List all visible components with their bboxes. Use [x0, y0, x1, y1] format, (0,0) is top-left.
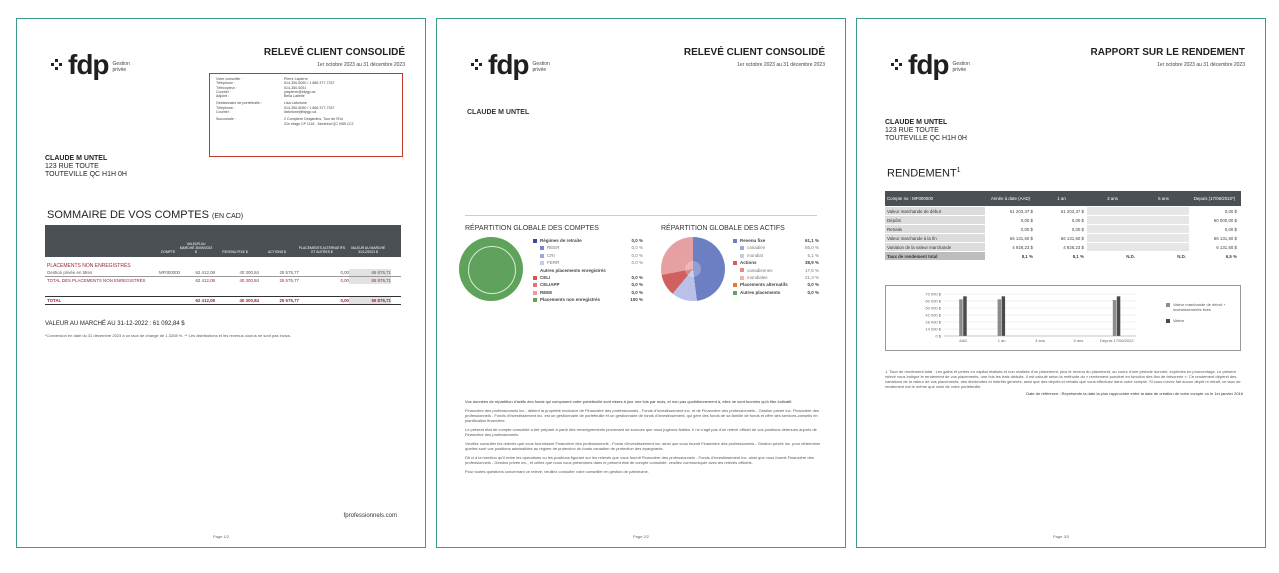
note-paragraph: Dit ci à la mention qu'il entre les opérations ou les positions figurant sur les relevés que vous fournit Financière des professionnels - Fonds d'investissement inc. ainsi que vous fournit Financière des professionnels - Gestion privée inc., et celles que nous vous présentons dans le présent état de compte consolidé, veuillez communiquer avec les relevés officiels.	[465, 455, 814, 465]
bar	[1117, 296, 1121, 336]
advisor-row: Adjoint : Bella Labelle	[216, 94, 305, 99]
subtotal-row: TOTAL DES PLACEMENTS NON ENREGISTRÉS 62 412,08 40 300,84 25 575,77 0,00 65 876,71	[45, 276, 401, 284]
table-row: Dépôts 0,00 $ 0,00 $ 60 000,00 $	[885, 216, 1241, 225]
period: 1er octobre 2023 au 31 décembre 2023	[1157, 62, 1245, 68]
x-tick-label: AAD	[959, 338, 968, 343]
performance-chart	[885, 285, 1241, 351]
accounts-summary-table	[45, 225, 401, 305]
performance-table	[885, 191, 1241, 261]
statement-page-2	[436, 18, 846, 548]
page-title: RELEVÉ CLIENT CONSOLIDÉ	[683, 47, 825, 58]
accounts-legend	[533, 237, 643, 304]
legend-item: mondiales 21,3 %	[733, 274, 819, 281]
note-paragraph: Le présent état de compte consolidé a été préparé à partir des renseignements provenant de sources que nous jugeons fiables. Il ne s'agit pas d'un relevé officiel de vos positions détenues auprès de Financière des professionnels.	[465, 427, 817, 437]
fdp-logo: fdp Gestion privée	[891, 51, 975, 79]
table-row: Taux de rendement total 8,1 % 8,1 % N.D. N.D. 6,5 %	[885, 252, 1241, 261]
x-tick-label: 3 ans	[1035, 338, 1045, 343]
bar	[1113, 300, 1117, 336]
legend-swatch	[540, 261, 544, 265]
performance-title: RENDEMENT$^1$	[887, 167, 961, 180]
legend-swatch	[533, 276, 537, 280]
legend-swatch	[733, 261, 737, 265]
page-header	[1091, 47, 1245, 68]
y-tick-label: 42 000 $	[925, 312, 941, 318]
legend-swatch	[740, 246, 744, 250]
legend-swatch	[740, 254, 744, 258]
y-tick-label: 0 $	[935, 333, 941, 339]
advisor-row: Courriel : plapierre@fdpgp.ca	[216, 89, 316, 94]
page-number: Page 3/3	[1052, 534, 1069, 539]
advisor-row: Télécopieur : 514-350-5051	[216, 85, 307, 90]
assets-donut-chart	[661, 237, 725, 301]
table-header: Compte no : MF000000 Année à date (AAD) 1 an 3 ans 5 ans Depuis (17/06/2022*)	[885, 191, 1241, 207]
bar	[959, 299, 963, 336]
legend-item: mondial 5,1 %	[733, 252, 819, 259]
statement-page-1	[16, 18, 426, 548]
page-title: RAPPORT SUR LE RENDEMENT	[1090, 47, 1245, 58]
fdp-logo: fdp Gestion privée	[51, 51, 135, 79]
logo-dots-icon	[891, 59, 905, 71]
period: 1er octobre 2023 au 31 décembre 2023	[737, 62, 825, 68]
legend-swatch	[740, 268, 744, 272]
advisor-row: Gestionnaire de portefeuille : Lisa Lafortune	[216, 101, 307, 106]
legend-item: CRI 0,0 %	[533, 252, 643, 259]
legend-swatch	[533, 283, 537, 287]
legend-item: Autres placements 0,0 %	[733, 289, 819, 296]
client-address: CLAUDE M UNTEL 123 RUE TOUTE TOUTEVILLE QC H1H 0H	[45, 155, 127, 178]
page-header	[684, 47, 825, 68]
bar	[1002, 296, 1006, 336]
table-row: Variation de la valeur marchande 4 928,23 $ 4 928,23 $ 6 131,60 $	[885, 243, 1241, 252]
assets-allocation-title: RÉPARTITION GLOBALE DES ACTIFS	[661, 225, 785, 232]
advisor-box	[209, 73, 403, 157]
legend-swatch	[733, 283, 737, 287]
table-row: Valeur marchande à la fin 66 131,60 $ 66 131,60 $ 66 131,60 $	[885, 234, 1241, 243]
advisor-row: Votre conseiller : Pierre Lapierre	[216, 77, 308, 81]
logo-dots-icon	[471, 59, 485, 71]
legend-item: REEE 0,0 %	[533, 289, 643, 296]
legend-swatch	[533, 291, 537, 295]
total-row: TOTAL 62 412,08 40 300,84 25 575,77 0,00 65 876,71	[45, 296, 401, 305]
section-title: PLACEMENTS NON ENREGISTRÉS	[47, 263, 131, 269]
table-row: Valeur marchande de début 61 203,37 $ 61 203,37 $ 0,00 $	[885, 207, 1241, 216]
y-tick-label: 70 000 $	[925, 291, 941, 297]
legend-item: REER 0,0 %	[533, 244, 643, 251]
reference-date: Date de référence : Représente la date la plus rapprochée entre la date de création de votre compte ou le 1er janvier 2016	[1026, 391, 1243, 396]
page-number: Page 1/2	[212, 534, 229, 539]
legend-swatch	[1166, 319, 1170, 323]
disclaimer-notes: Vos données de répartition d'actifs des fonds qui composent votre portefeuille sont mises à jour une fois par mois, et non pas quotidiennement à, elles ne sont fournies qu'à titre indicatif. Financière des professionnels inc., détient la propriété exclusive de Financière des professionnels - Fonds d'investissement inc. et de Financière des professionnels - Gestion privée inc. Financière des professionnels - Fonds d'investissement inc. est un gestionnaire de portefeuille et un gestionnaire de fonds d'investissement, qui gère des fonds de sa famille de fonds et offre des services-conseils en planification financière. Le présent état de compte consolidé a été préparé à partir des renseignements provenant de sources que nous jugeons fiables. Il ne s'agit pas d'un relevé officiel de vos positions détenues auprès de Financière des professionnels. Veuillez consulter les relevés que vous fournissent Financière des professionnels - Fonds d'investissement inc. ainsi que vous fournit Financière des professionnels - Gestion privée inc. pour déterminer quelles sont vos positions admissibles au régime de protection du fonds canadien de protection des épargnants. Dit ci à la mention qu'il entre les opérations ou les positions figurant sur les relevés que vous fournit Financière des professionnels - Fonds d'investissement inc. ainsi que vous fournit Financière des professionnels - Gestion privée inc., et celles que nous vous présentons dans le présent état de compte consolidé, veuillez communiquer avec les relevés officiels. Pour toutes questions concernant ce relevé, veuillez consulter votre conseiller en gestion de patrimoine.	[465, 399, 821, 474]
y-tick-label: 14 000 $	[925, 326, 941, 332]
table-row: Gestion privée en titres MF000000 62 412,08 40 300,84 25 575,77 0,00 65 876,71	[47, 270, 391, 275]
note-paragraph: Financière des professionnels inc., détient la propriété exclusive de Financière des professionnels - Fonds d'investissement inc. et de Financière des professionnels - Gestion privée inc. Financière des professionnels - Fonds d'investissement inc. est un gestionnaire de portefeuille et un gestionnaire de fonds d'investissement, qui gère des fonds de sa famille de fonds et offre des services-conseils en planification financière.	[465, 408, 820, 423]
advisor-row: Téléphone : 514-350-5050 / 1 866 377-7337	[216, 81, 335, 86]
legend-item: Actions 38,9 %	[733, 259, 819, 266]
advisor-row: Téléphone : 514-350-5050 / 1 866 377-7337	[216, 105, 335, 110]
legend-swatch	[733, 291, 737, 295]
legend-swatch	[733, 239, 737, 243]
legend-swatch	[1166, 303, 1170, 307]
legend-item: Revenu fixe 61,1 %	[733, 237, 819, 244]
footnote: *Conversion en date du 31 décembre 2023 à un taux de change de 1,3208 %. ** Les distributions et les revenus courus ne sont pas inclus.	[45, 333, 291, 338]
legend-item: Placements alternatifs 0,0 %	[733, 281, 819, 288]
legend-swatch	[533, 298, 537, 302]
divider	[465, 215, 817, 216]
bar	[963, 296, 967, 336]
y-tick-label: 28 000 $	[925, 319, 941, 325]
legend-swatch	[740, 276, 744, 280]
legend-item: canadien 56,0 %	[733, 244, 819, 251]
market-value: VALEUR AU MARCHÉ AU 31-12-2022 : 61 092,84 $	[45, 321, 185, 327]
note-paragraph: Pour toutes questions concernant ce relevé, veuillez consulter votre conseiller en gestion de patrimoine.	[465, 469, 649, 474]
summary-title: SOMMAIRE DE VOS COMPTES (EN CAD)	[47, 209, 244, 221]
logo-dots-icon	[51, 59, 65, 71]
x-tick-label: 1 an	[997, 338, 1006, 343]
chart-legend: Valeur marchande de début + investissements fixes Valeur	[1166, 302, 1236, 329]
table-row: Retraits 0,00 $ 0,00 $ 0,00 $	[885, 225, 1241, 234]
legend-item: Placements non enregistrés 100 %	[533, 296, 643, 303]
legend-item: FERR 0,0 %	[533, 259, 643, 266]
legend-item: CELIAPP 0,0 %	[533, 281, 643, 288]
note-paragraph: Veuillez consulter les relevés que vous fournissent Financière des professionnels - Fonds d'investissement inc. ainsi que vous fournit Financière des professionnels - Gestion privée inc. pour déterminer quelles sont vos positions admissibles au régime de protection du fonds canadien de protection des épargnants.	[465, 441, 821, 451]
legend-item: CELI 0,0 %	[533, 274, 643, 281]
y-tick-label: 60 000 $	[925, 298, 941, 304]
legend-swatch	[533, 268, 537, 272]
bar	[998, 299, 1002, 336]
performance-notes: 1. Taux de rendement total : Les gains et pertes en capital réalisés et non réalisés d'un placement, plus le revenu du placement, au cours d'une période donnée, exprimés en pourcentage. Le présent relevé vous indique le rendement de vos placements, une fois les frais déduits. Il est calculé selon la méthode du « rendement pondéré en fonction des flux de trésorerie ». Ce rendement dépend des variations de la valeur de vos placements, des dividendes et intérêts générés, ainsi que des dépôts et retraits que vous effectuez dans votre compte. Si vous n'avez fait aucun dépôt ni retrait, ce taux de rendement est le même que celui de votre portefeuille. Date de référence : Représente la date la plus rapprochée entre la date de création de votre compte ou le 1er janvier 2016	[885, 369, 1243, 396]
assets-legend	[733, 237, 819, 296]
advisor-row: Succursale : 2 Complexe Desjardins, Tour de l'Est	[216, 117, 343, 122]
legend-swatch	[533, 239, 537, 243]
period: 1er octobre 2023 au 31 décembre 2023	[317, 62, 405, 68]
advisor-row: Courriel : llafortune@fdpgp.ca	[216, 110, 317, 115]
legend-swatch	[540, 254, 544, 258]
page-title: RELEVÉ CLIENT CONSOLIDÉ	[263, 47, 405, 58]
legend-swatch	[540, 246, 544, 250]
table-header: COMPTE VALEUR AU MARCHÉ 30/09/2023 $ REVENU FIXE $ ACTIONS $ PLACEMENTS ALTERNATIFS ET AUTRES $ VALEUR AU MARCHÉ 31/12/2023 $	[45, 225, 401, 257]
legend-item: Autres placements enregistrés	[533, 267, 643, 274]
x-tick-label: 5 ans	[1073, 338, 1084, 343]
y-tick-label: 50 000 $	[925, 305, 941, 311]
accounts-donut-chart	[459, 237, 523, 301]
client-name: CLAUDE M UNTEL	[467, 109, 530, 116]
x-tick-label: Depuis 17/06/2022	[1100, 338, 1134, 343]
legend-item: canadiennes 17,6 %	[733, 267, 819, 274]
legend-item: Régimes de retraite 0,0 %	[533, 237, 643, 244]
performance-page	[856, 18, 1266, 548]
page-header	[264, 47, 405, 68]
fdp-logo: fdp Gestion privée	[471, 51, 555, 79]
client-address: CLAUDE M UNTEL 123 RUE TOUTE TOUTEVILLE QC H1H 0H	[885, 119, 967, 142]
advisor-row: 31e étage CP 1116 - Montréal QC H5B 1C2	[284, 121, 354, 126]
website-link[interactable]: fprofessionnels.com	[343, 513, 397, 519]
accounts-allocation-title: RÉPARTITION GLOBALE DES COMPTES	[465, 225, 599, 232]
page-number: Page 2/2	[632, 534, 649, 539]
